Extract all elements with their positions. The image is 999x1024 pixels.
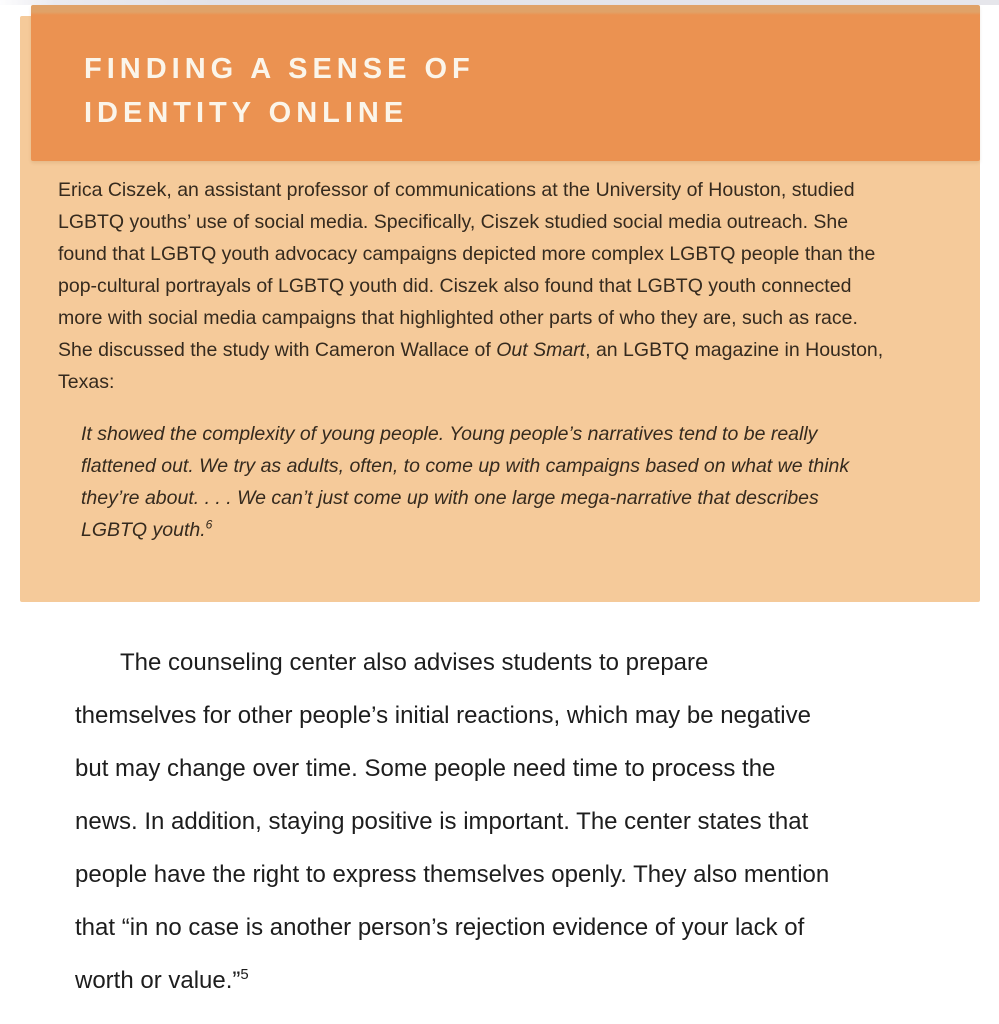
section-title-line1: FINDING A SENSE OF (84, 53, 475, 85)
footnote-marker: 6 (205, 517, 213, 532)
section-header (31, 5, 980, 161)
text-segment: It showed the complexity of young people. Young people’s narratives tend to be really flattened out. We try as adults, often, to come up with campaigns based on what we think they’re about. . . . We can’t just come up with one large mega-narrative that describes LGBTQ youth. (81, 423, 850, 541)
footnote-marker: 5 (240, 967, 249, 983)
section-title (84, 47, 980, 135)
section-title-line2: IDENTITY ONLINE (84, 97, 409, 129)
text-segment: Erica Ciszek, an assistant professor of communications at the University of Houston, studied LGBTQ youths’ use of social media. Specifically, Ciszek studied social media outreach. She found that LGBTQ youth advocacy campaigns depicted more complex LGBTQ people than the pop-cultural portrayals of LGBTQ youth did. Ciszek also found that LGBTQ youth connected more with social media campaigns that highlighted other parts of who they are, such as race. She discussed the study with Cameron Wallace of (58, 179, 876, 361)
feature-paragraph (58, 174, 894, 398)
main-paragraph (75, 636, 832, 1007)
feature-quote (81, 418, 883, 546)
feature-text-block (58, 174, 894, 546)
text-segment: , an LGBTQ magazine in Houston, Texas: (58, 339, 884, 393)
text-segment: The counseling center also advises students to prepare themselves for other people’s initial reactions, which may be negative but may change over time. Some people need time to process the news. In addition, staying positive is important. The center states that people have the right to express themselves openly. They also mention that “in no case is another person’s rejection evidence of your lack of worth or value.” (75, 649, 830, 994)
text-segment: Out Smart (496, 339, 586, 361)
